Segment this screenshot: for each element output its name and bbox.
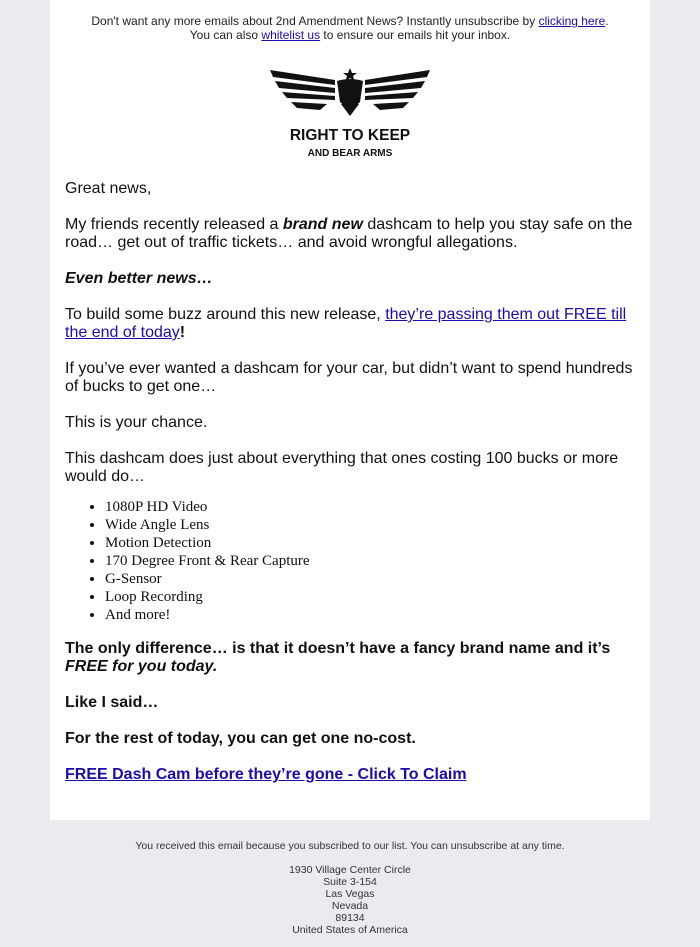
email-footer xyxy=(0,840,700,936)
paragraph-like-i-said: Like I said… xyxy=(65,694,159,711)
email-card xyxy=(50,0,650,820)
address-line: 89134 xyxy=(335,912,365,924)
cta-paragraph xyxy=(65,766,640,784)
paragraph-buzz xyxy=(65,306,640,342)
whitelist-text-pre: You can also xyxy=(189,28,262,42)
list-item: • And more! xyxy=(105,606,640,624)
address-line: Suite 3-154 xyxy=(323,876,377,888)
buzz-text-post: ! xyxy=(179,324,186,341)
unsubscribe-text-post: . xyxy=(605,14,609,28)
whitelist-link[interactable]: whitelist us xyxy=(261,28,321,42)
right-to-keep-logo xyxy=(265,66,435,160)
address-line: United States of America xyxy=(292,924,408,936)
difference-emphasis: FREE for you today. xyxy=(65,658,218,675)
intro-text-pre: My friends recently released a xyxy=(65,216,283,233)
list-item: • 1080P HD Video xyxy=(105,498,640,516)
paragraph-rest-of-today: For the rest of today, you can get one no-cost. xyxy=(65,730,416,747)
list-item: • 170 Degree Front & Rear Capture xyxy=(105,552,640,570)
logo-subtitle: AND BEAR ARMS xyxy=(307,148,393,159)
greeting: Great news, xyxy=(65,180,152,197)
subscription-notice: You received this email because you subscribed to our list. You can unsubscribe at any time. xyxy=(135,840,565,852)
better-news-text: Even better news… xyxy=(65,270,213,287)
free-offer-link[interactable]: they’re passing them out FREE till the end of today xyxy=(65,306,627,341)
list-item: • Loop Recording xyxy=(105,588,640,606)
email-body xyxy=(65,180,640,802)
feature-list xyxy=(65,498,640,624)
paragraph-intro xyxy=(65,216,640,252)
paragraph-wanted: If you’ve ever wanted a dashcam for your car, but didn’t want to spend hundreds of bucks to get one… xyxy=(65,360,633,395)
paragraph-chance: This is your chance. xyxy=(65,414,208,431)
list-item: • Wide Angle Lens xyxy=(105,516,640,534)
address-line: Las Vegas xyxy=(325,888,375,900)
difference-text: The only difference… is that it doesn’t have a fancy brand name and it’s xyxy=(65,640,611,657)
paragraph-features-intro: This dashcam does just about everything that ones costing 100 bucks or more would do… xyxy=(65,450,619,485)
intro-emphasis: brand new xyxy=(282,216,363,233)
logo-title: RIGHT TO KEEP xyxy=(289,127,411,144)
paragraph-difference xyxy=(65,640,640,676)
unsubscribe-link[interactable]: clicking here xyxy=(538,14,606,28)
list-item: • Motion Detection xyxy=(105,534,640,552)
list-item: • G-Sensor xyxy=(105,570,640,588)
claim-dashcam-link[interactable]: FREE Dash Cam before they’re gone - Click To Claim xyxy=(65,766,467,783)
unsubscribe-notice xyxy=(50,14,650,42)
buzz-text-pre: To build some buzz around this new release, xyxy=(65,306,386,323)
paragraph-better-news xyxy=(65,270,640,288)
eagle-wings-icon xyxy=(270,68,430,116)
whitelist-text-post: to ensure our emails hit your inbox. xyxy=(320,28,511,42)
unsubscribe-text-pre: Don't want any more emails about 2nd Amendment News? Instantly unsubscribe by xyxy=(91,14,539,28)
address-line: Nevada xyxy=(331,900,369,912)
address-block xyxy=(0,864,700,936)
intro-text-post: dashcam to help you stay safe on the road… get out of traffic tickets… and avoid wrongful allegations. xyxy=(65,216,633,251)
address-line: 1930 Village Center Circle xyxy=(289,864,411,876)
